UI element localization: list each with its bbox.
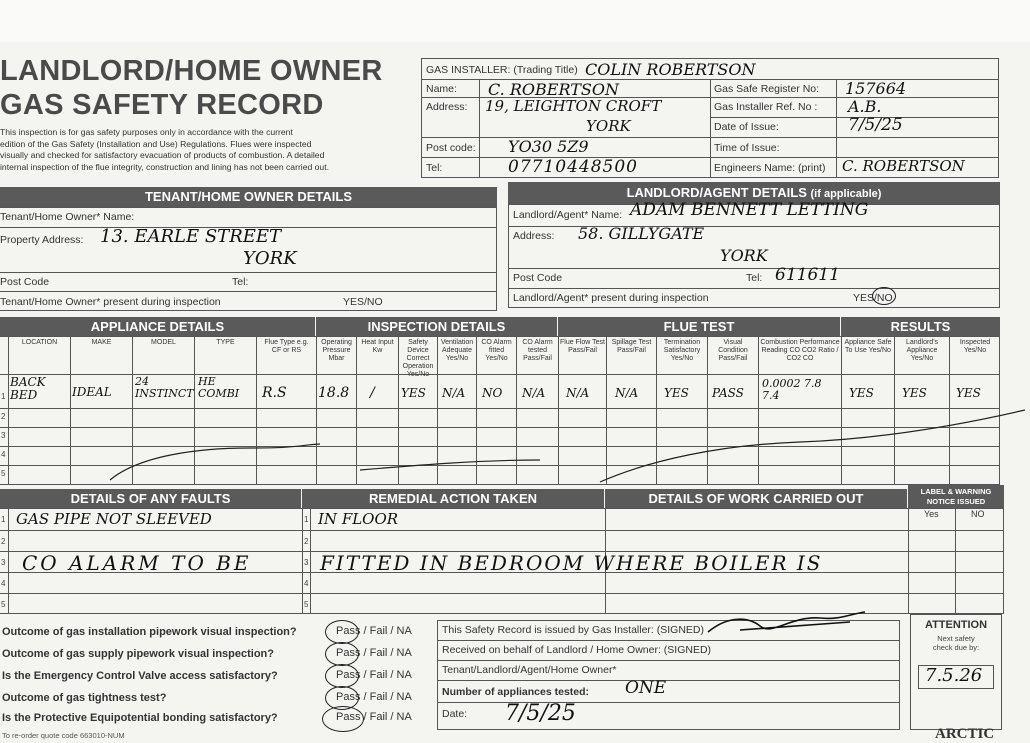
installer-ref-value: A.B.: [848, 97, 882, 116]
landlord-address-line1: 58. GILLYGATE: [578, 224, 705, 243]
installer-address-line1: 19, LEIGHTON CROFT: [485, 97, 662, 115]
issue-date-value: 7/5/25: [848, 115, 903, 135]
tenant-name-label: Tenant/Home Owner* Name:: [0, 211, 135, 223]
row-number: 3: [304, 558, 309, 567]
tenant-present-label: Tenant/Home Owner* present during inspection: [0, 296, 221, 308]
col-inspected: Inspected Yes/No: [959, 339, 991, 354]
col-safety-device: Safety Device Correct Operation Yes/No: [402, 339, 434, 378]
row-number: 4: [1, 450, 6, 459]
row1-landlords-appliance: YES: [902, 386, 927, 400]
issue-time-label: Time of Issue:: [714, 142, 780, 154]
row1-pressure: 18.8: [318, 385, 350, 401]
row1-model: 24 INSTINCT: [135, 375, 194, 400]
row-number: 1: [304, 515, 309, 524]
row1-flue-flow: N/A: [566, 386, 590, 400]
work-carried-out-header: DETAILS OF WORK CARRIED OUT: [605, 489, 907, 508]
row-number: 3: [1, 558, 6, 567]
col-combustion: Combustion Performance Reading CO CO2 Ratio / CO2 CO: [760, 339, 840, 362]
installer-address-line2: YORK: [586, 117, 631, 135]
issued-by-label: This Safety Record is issued by Gas Installer: (SIGNED): [442, 624, 705, 636]
received-by-label: Received on behalf of Landlord / Home Owner: (SIGNED): [442, 644, 712, 656]
row-number: 1: [1, 392, 6, 401]
col-make: MAKE: [91, 339, 112, 346]
row1-type: HE COMBI: [198, 375, 240, 400]
notice-no-col: NO: [971, 509, 985, 519]
installer-tel-value: 07710448500: [508, 157, 638, 177]
landlord-name-label: Landlord/Agent* Name:: [513, 209, 623, 221]
row1-flue-type: R.S: [262, 385, 287, 401]
property-address-line1: 13. EARLE STREET: [100, 226, 282, 247]
tenant-signoff-label: Tenant/Landlord/Agent/Home Owner*: [442, 664, 617, 676]
check-question-3: Is the Emergency Control Valve access satisfactory?: [2, 670, 278, 682]
next-check-value: 7.5.26: [925, 665, 983, 686]
col-termination: Termination Satisfactory Yes/No: [663, 339, 701, 362]
col-ventilation: Ventilation Adequate Yes/No: [440, 339, 474, 362]
installer-address-label: Address:: [426, 101, 468, 113]
row-number: 5: [1, 600, 6, 609]
row-number: 4: [304, 579, 309, 588]
notice-yes-col: Yes: [924, 509, 939, 519]
title-line-1: LANDLORD/HOME OWNER: [0, 55, 383, 87]
intro-line: internal inspection of the flue integrity, construction and lining has not been carried out.: [0, 161, 329, 172]
remedial-header: REMEDIAL ACTION TAKEN: [302, 489, 604, 508]
check-options-4: Pass / Fail / NA: [336, 691, 412, 703]
col-heat-input: Heat Input Kw: [361, 339, 394, 354]
tenant-tel-label: Tel:: [232, 276, 249, 288]
row1-inspected: YES: [956, 386, 981, 400]
appliances-tested-value: ONE: [625, 678, 667, 698]
pass-circle-mark: [322, 706, 364, 732]
row-number: 5: [304, 600, 309, 609]
register-label: Gas Safe Register No:: [714, 83, 820, 95]
inspection-details-header: INSPECTION DETAILS: [316, 317, 557, 336]
col-operating-pressure: Operating Pressure Mbar: [321, 339, 352, 362]
col-spillage: Spillage Test Pass/Fail: [611, 339, 652, 354]
check-options-1: Pass / Fail / NA: [336, 625, 412, 637]
fault-row1: GAS PIPE NOT SLEEVED: [16, 510, 212, 528]
fault-row3: CO ALARM TO BE: [22, 551, 252, 575]
col-location: LOCATION: [21, 339, 58, 346]
remedial-row1: IN FLOOR: [318, 510, 399, 528]
engineer-name-label: Engineers Name: (print): [714, 162, 826, 174]
flue-test-header: FLUE TEST: [558, 317, 840, 336]
col-type: TYPE: [216, 339, 235, 346]
row1-visual-condition: PASS: [712, 386, 744, 400]
results-header: RESULTS: [841, 317, 1000, 336]
check-question-5: Is the Protective Equipotential bonding satisfactory?: [2, 712, 278, 724]
trading-title-label: GAS INSTALLER: (Trading Title): [426, 64, 578, 76]
appliances-tested-label: Number of appliances tested:: [442, 686, 590, 698]
tenant-present-options: YES/NO: [343, 296, 383, 308]
property-address-label: Property Address:: [0, 234, 84, 246]
col-flue-flow: Flue Flow Test Pass/Fail: [560, 339, 605, 354]
row-number: 2: [1, 537, 6, 546]
check-question-4: Outcome of gas tightness test?: [2, 692, 167, 704]
row1-safety-device: YES: [401, 386, 426, 400]
register-value: 157664: [845, 79, 907, 98]
landlord-address-line2: YORK: [720, 246, 768, 265]
row1-co-alarm-fitted: NO: [482, 386, 503, 400]
tenant-header: TENANT/HOME OWNER DETAILS: [0, 187, 497, 207]
landlord-header-note: (if applicable): [810, 188, 882, 200]
check-options-3: Pass / Fail / NA: [336, 669, 412, 681]
attention-title: ATTENTION: [924, 619, 988, 631]
landlord-present-label: Landlord/Agent* present during inspection: [513, 292, 709, 304]
row1-safe-to-use: YES: [849, 386, 874, 400]
landlord-address-label: Address:: [513, 230, 555, 242]
appliance-details-header: APPLIANCE DETAILS: [0, 317, 315, 336]
attention-line-2: check due by:: [932, 643, 980, 652]
row1-spillage: N/A: [615, 386, 639, 400]
row-number: 1: [1, 515, 6, 524]
row1-ventilation: N/A: [442, 386, 466, 400]
engineer-name-value: C. ROBERTSON: [842, 157, 965, 175]
row1-combustion: 0.0002 7.8 7.4: [762, 377, 822, 402]
intro-line: visually and checked for satisfactory evacuation of products of combustion. A detailed: [0, 150, 325, 160]
title-line-2: GAS SAFETY RECORD: [0, 89, 324, 121]
installer-postcode-label: Post code:: [426, 142, 476, 154]
intro-line: edition of the Gas Safety (Installation and Use) Regulations. Flues were inspected: [0, 138, 312, 149]
pass-circle-mark: [325, 664, 359, 688]
row-number: 3: [1, 431, 6, 440]
reorder-code: To re-order quote code 663010-NUM: [2, 731, 125, 740]
date-label: Date:: [442, 708, 468, 720]
brand-logo: ARCTIC: [935, 726, 995, 742]
issue-date-label: Date of Issue:: [714, 121, 779, 133]
row1-make: IDEAL: [72, 385, 112, 399]
row1-location: BACK BED: [10, 375, 46, 402]
tenant-postcode-label: Post Code: [0, 276, 50, 288]
row1-termination: YES: [664, 386, 689, 400]
attention-line-1: Next safety: [937, 634, 975, 643]
row1-co-alarm-tested: N/A: [522, 386, 546, 400]
col-visual-condition: Visual Condition Pass/Fail: [718, 339, 748, 362]
landlord-header-text: LANDLORD/AGENT DETAILS: [626, 185, 807, 200]
col-flue-type: Flue Type e.g. CF or RS: [264, 339, 309, 354]
trading-title-value: COLIN ROBERTSON: [585, 60, 756, 79]
installer-name-value: C. ROBERTSON: [488, 80, 619, 99]
col-landlords-appliance: Landlord's Appliance Yes/No: [905, 339, 939, 362]
landlord-postcode-label: Post Code: [513, 272, 563, 284]
remedial-row3: FITTED IN BEDROOM WHERE BOILER IS: [320, 551, 823, 575]
notice-issued-header: LABEL & WARNING NOTICE ISSUED: [908, 485, 1004, 508]
pass-circle-mark: [325, 620, 359, 644]
col-co-alarm-tested: CO Alarm tested Pass/Fail: [522, 339, 553, 362]
row1-heat-input: /: [370, 385, 375, 401]
check-question-1: Outcome of gas installation pipework visual inspection?: [2, 626, 297, 638]
row-number: 4: [1, 579, 6, 588]
intro-line: This inspection is for gas safety purposes only in accordance with the current: [0, 127, 293, 137]
col-model: MODEL: [151, 339, 176, 346]
landlord-tel-label: Tel:: [746, 272, 763, 284]
landlord-name-value: ADAM BENNETT LETTING: [630, 200, 869, 220]
date-value: 7/5/25: [505, 701, 576, 726]
faults-header: DETAILS OF ANY FAULTS: [0, 489, 301, 508]
installer-ref-label: Gas Installer Ref. No :: [714, 101, 818, 113]
pass-circle-mark: [325, 642, 359, 666]
check-options-5: Pass / Fail / NA: [336, 711, 412, 723]
row-number: 2: [304, 537, 309, 546]
property-address-line2: YORK: [243, 248, 297, 269]
installer-postcode-value: YO30 5Z9: [508, 137, 589, 156]
check-options-2: Pass / Fail / NA: [336, 647, 412, 659]
landlord-tel-value: 611611: [775, 265, 840, 285]
col-safe-to-use: Appliance Safe To Use Yes/No: [844, 339, 892, 354]
installer-tel-label: Tel:: [426, 162, 443, 174]
check-question-2: Outcome of gas supply pipework visual inspection?: [2, 648, 274, 660]
installer-name-label: Name:: [426, 83, 457, 95]
landlord-present-options: YES/NO: [853, 292, 893, 304]
row-number: 2: [1, 412, 6, 421]
row-number: 5: [1, 469, 6, 478]
installer-signature: [700, 608, 870, 640]
col-co-alarm-fitted: CO Alarm fitted Yes/No: [481, 339, 512, 362]
